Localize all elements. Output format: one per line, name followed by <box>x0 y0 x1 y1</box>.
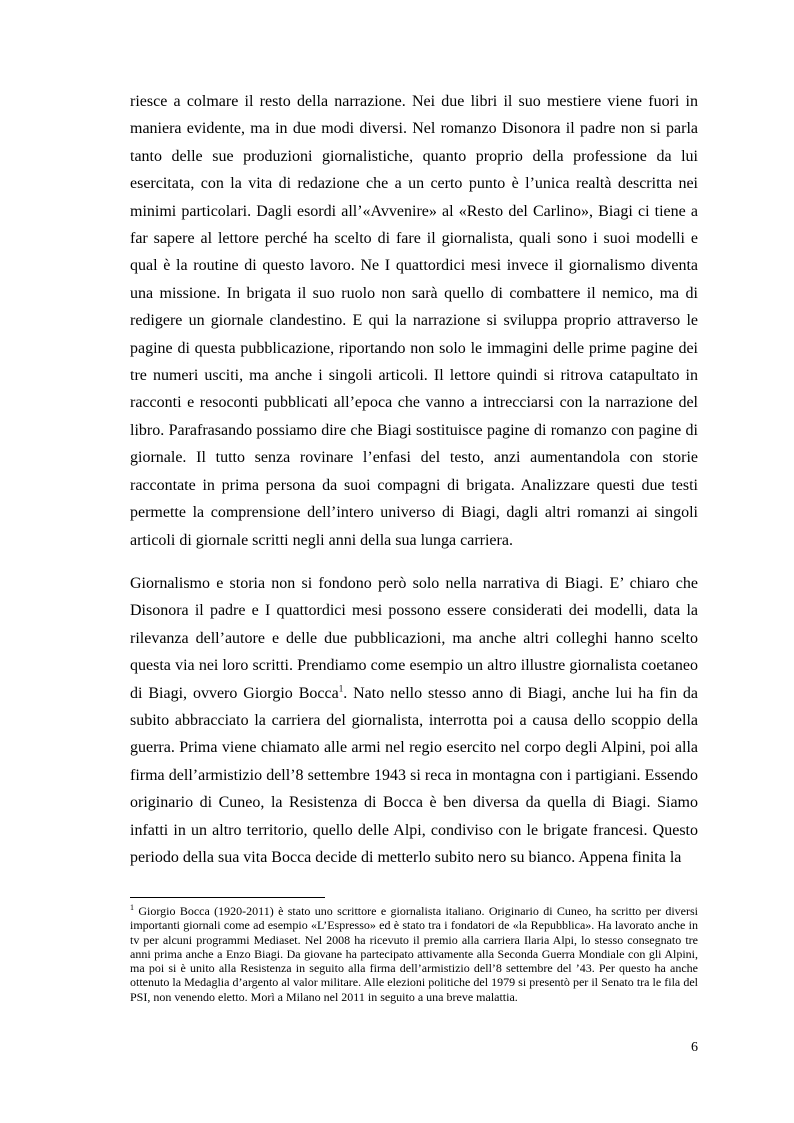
paragraph-2-text-start: Giornalismo e storia non si fondono però solo nella narrativa di Biagi. E’ chiaro che Disonora il padre e I quattordici mesi possono essere considerati dei modelli, data la rilevanza dell’autore e delle due pubblicazioni, ma anche altri colleghi hanno scelto questa via nei loro scritti. Prendiamo come esempio un altro illustre giornalista coetaneo di Biagi, ovvero Giorgio Bocca <box>130 575 698 702</box>
footnote-reference[interactable]: 1 <box>338 683 344 694</box>
footnote <box>130 904 698 1004</box>
footnote-number: 1 <box>130 903 134 912</box>
paragraph-1-text: riesce a colmare il resto della narrazione. Nei due libri il suo mestiere viene fuori in maniera evidente, ma in due modi diversi. Nel romanzo Disonora il padre non si parla tanto delle sue produzioni giornalistiche, quanto proprio della professione da lui esercitata, con la vita di redazione che a un certo punto è l’unica realtà descritta nei minimi particolari. Dagli esordi all’«Avvenire» al «Resto del Carlino», Biagi ci tiene a far sapere al lettore perché ha scelto di fare il giornalista, quali sono i suoi modelli e qual è la routine di questo lavoro. Ne I quattordici mesi invece il giornalismo diventa una missione. In brigata il suo ruolo non sarà quello di combattere il nemico, ma di redigere un giornale clandestino. E qui la narrazione si sviluppa proprio attraverso le pagine di questa pubblicazione, riportando non solo le immagini delle prime pagine dei tre numeri usciti, ma anche i singoli articoli. Il lettore quindi si ritrova catapultato in racconti e resoconti pubblicati all’epoca che vanno a intrecciarsi con la narrazione del libro. Parafrasando possiamo dire che Biagi sostituisce pagine di romanzo con pagine di giornale. Il tutto senza rovinare l’enfasi del testo, anzi aumentandola con storie raccontate in prima persona da suoi compagni di brigata. Analizzare questi due testi permette la comprensione dell’intero universo di Biagi, dagli altri romanzi ai singoli articoli di giornale scritti negli anni della sua lunga carriera. <box>130 93 698 549</box>
body-paragraph-1 <box>130 88 698 554</box>
body-paragraph-2 <box>130 570 698 871</box>
footnote-separator <box>130 897 325 898</box>
footnote-text: Giorgio Bocca (1920-2011) è stato uno scrittore e giornalista italiano. Originario di Cuneo, ha scritto per diversi importanti giornali come ad esempio «L’Espresso» ed è stato tra i fondatori de «la Repubblica». Ha lavorato anche in tv per alcuni programmi Mediaset. Nel 2008 ha ricevuto il premio alla carriera Ilaria Alpi, lo stesso consegnato tre anni prima anche a Enzo Biagi. Da giovane ha partecipato attivamente alla Seconda Guerra Mondiale con gli Alpini, ma poi si è unito alla Resistenza in seguito alla firma dell’armistizio dell’8 settembre del ’43. Per questo ha anche ottenuto la Medaglia d’argento al valor militare. Alle elezioni politiche del 1979 si presentò per il Senato tra le fila del PSI, non venendo eletto. Morì a Milano nel 2011 in seguito a una breve malattia. <box>130 904 698 1004</box>
paragraph-2-text-end: . Nato nello stesso anno di Biagi, anche lui ha fin da subito abbracciato la carriera del giornalista, interrotta poi a causa dello scoppio della guerra. Prima viene chiamato alle armi nel regio esercito nel corpo degli Alpini, poi alla firma dell’armistizio dell’8 settembre 1943 si reca in montagna con i partigiani. Essendo originario di Cuneo, la Resistenza di Bocca è ben diversa da quella di Biagi. Siamo infatti in un altro territorio, quello delle Alpi, condiviso con le brigate francesi. Questo periodo della sua vita Bocca decide di metterlo subito nero su bianco. Appena finita la <box>130 684 699 867</box>
page-number: 6 <box>691 1040 698 1055</box>
